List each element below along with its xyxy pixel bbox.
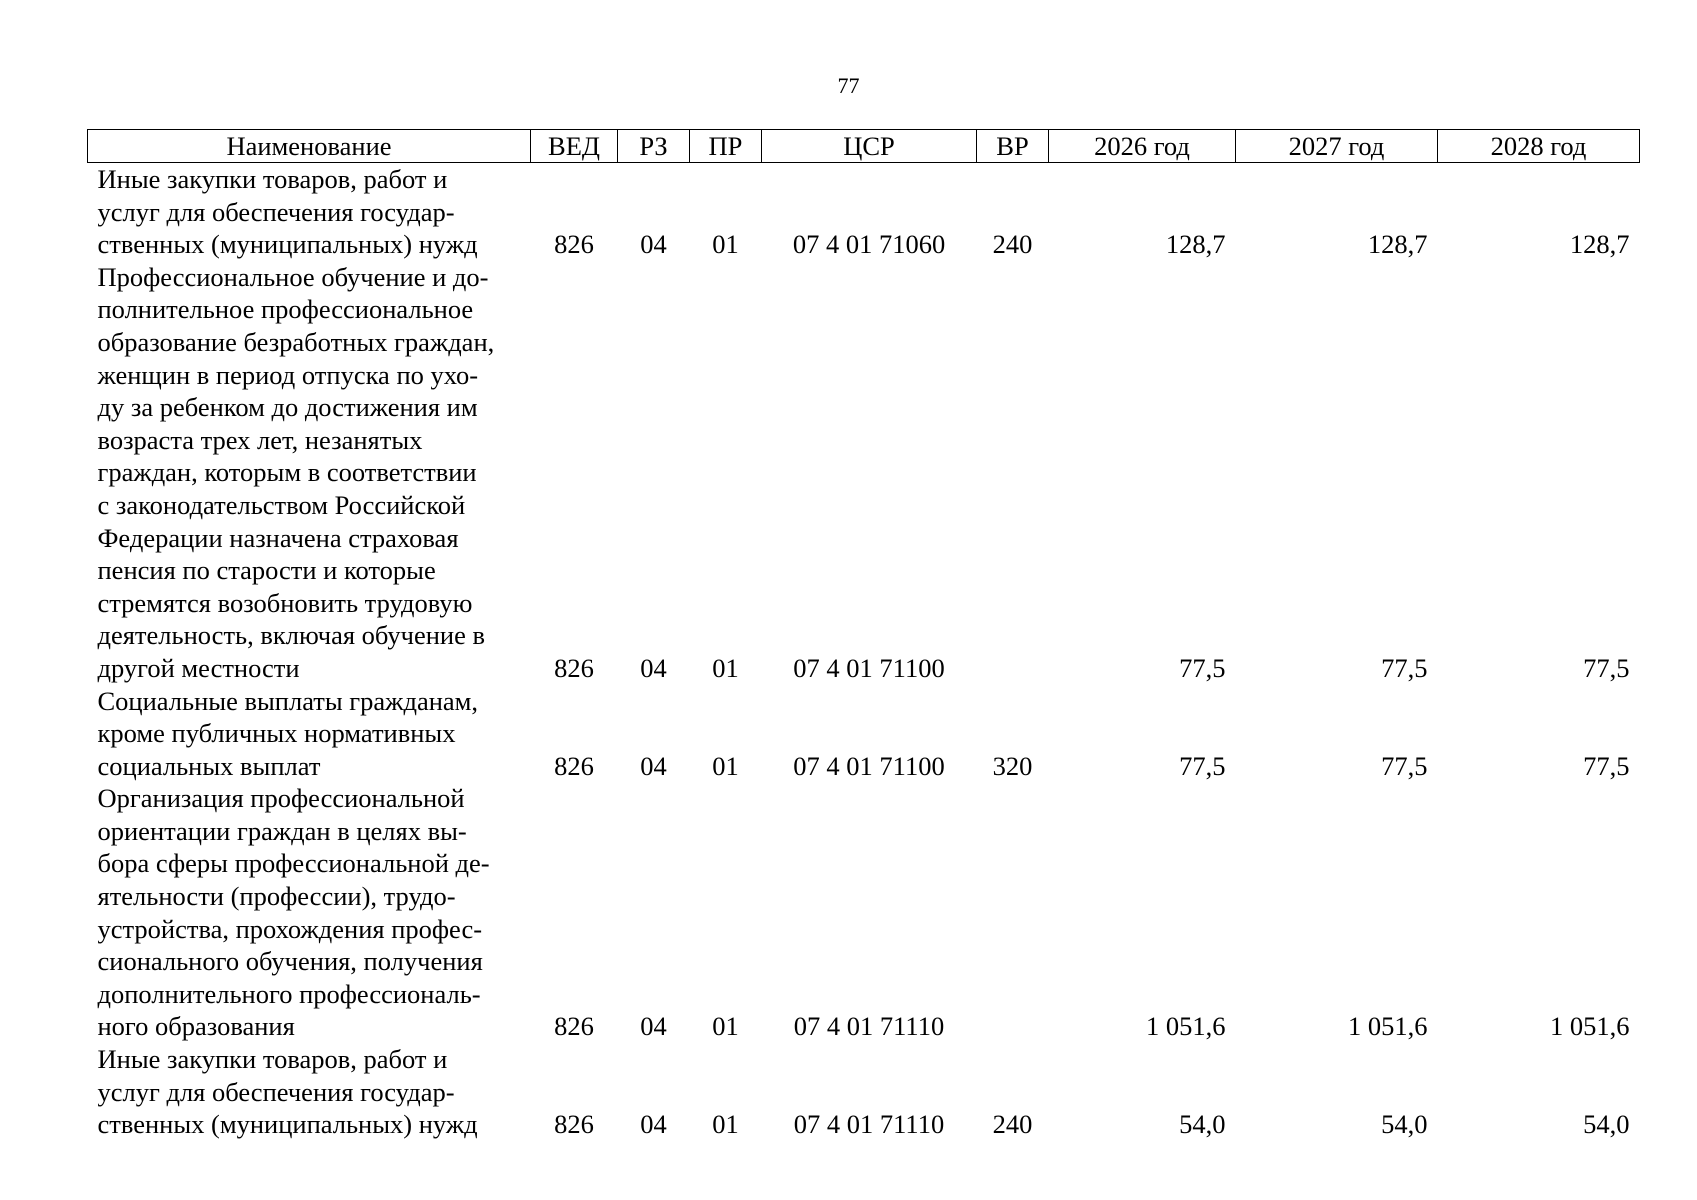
- cell-ved: 826: [554, 750, 594, 781]
- cell-csr: 07 4 01 71060: [792, 229, 946, 260]
- name-line: ду за ребенком до достижения им: [97, 392, 478, 423]
- table-row: [88, 1043, 1640, 1141]
- cell-pr: 01: [712, 1109, 739, 1140]
- name-line: Профессиональное обучение и до-: [97, 261, 489, 292]
- cell-rz: 04: [640, 1109, 667, 1140]
- cell-pr: 01: [712, 229, 739, 260]
- cell-name: [88, 261, 531, 685]
- header-ved: ВЕД: [531, 130, 618, 163]
- table-row: [88, 261, 1640, 685]
- table-row: [88, 782, 1640, 1043]
- header-csr: ЦСР: [762, 130, 977, 163]
- cell-2028: 128,7: [1569, 229, 1630, 260]
- name-line: возраста трех лет, незанятых: [97, 424, 423, 455]
- cell-vr: 240: [992, 1109, 1033, 1140]
- cell-ved: 826: [554, 1011, 594, 1042]
- cell-2026: 77,5: [1179, 750, 1226, 781]
- name-line: Организация профессиональной: [97, 783, 465, 814]
- name-line: ственных (муниципальных) нужд: [97, 229, 478, 260]
- cell-csr: 07 4 01 71110: [793, 1011, 945, 1042]
- header-rz: РЗ: [618, 130, 690, 163]
- table-row: [88, 685, 1640, 783]
- cell-ved: 826: [554, 1109, 594, 1140]
- cell-rz: 04: [640, 1011, 667, 1042]
- cell-2028: 1 051,6: [1550, 1011, 1630, 1042]
- cell-2027: 128,7: [1367, 229, 1428, 260]
- table-header-row: [88, 130, 1640, 163]
- budget-table: [87, 129, 1640, 1141]
- cell-pr: 01: [712, 1011, 739, 1042]
- name-line: Иные закупки товаров, работ и: [97, 164, 448, 194]
- cell-csr: 07 4 01 71100: [793, 750, 945, 781]
- header-name: Наименование: [88, 130, 531, 163]
- cell-rz: 04: [640, 652, 667, 683]
- cell-2027: 1 051,6: [1348, 1011, 1428, 1042]
- cell-csr: 07 4 01 71100: [793, 652, 945, 683]
- cell-2026: 128,7: [1165, 229, 1226, 260]
- table-row: [88, 163, 1640, 261]
- cell-vr: [977, 261, 1049, 685]
- cell-2026: 77,5: [1179, 652, 1226, 683]
- name-line: Федерации назначена страховая: [97, 522, 459, 553]
- name-line: женщин в период отпуска по ухо-: [97, 359, 479, 390]
- name-line: Социальные выплаты гражданам,: [97, 685, 479, 716]
- cell-rz: 04: [640, 750, 667, 781]
- cell-vr: 240: [992, 229, 1033, 260]
- header-vr: ВР: [977, 130, 1049, 163]
- name-line: стремятся возобновить трудовую: [97, 587, 473, 618]
- cell-csr: 07 4 01 71110: [793, 1109, 945, 1140]
- name-line: ственных (муниципальных) нужд: [97, 1109, 478, 1140]
- name-line: полнительное профессиональное: [97, 294, 474, 325]
- cell-name: [88, 685, 531, 783]
- header-2026: 2026 год: [1049, 130, 1236, 163]
- cell-2027: 77,5: [1381, 750, 1428, 781]
- cell-vr: 320: [992, 750, 1033, 781]
- table-body: [88, 163, 1640, 1141]
- name-line: социальных выплат: [97, 750, 321, 781]
- name-line: образование безработных граждан,: [97, 326, 495, 357]
- name-line: сионального обучения, получения: [97, 946, 483, 977]
- cell-2026: 54,0: [1179, 1109, 1226, 1140]
- name-line: ятельности (профессии), трудо-: [97, 881, 456, 912]
- name-line: деятельность, включая обучение в: [97, 620, 485, 651]
- cell-pr: 01: [712, 652, 739, 683]
- cell-2027: 54,0: [1381, 1109, 1428, 1140]
- name-line: устройства, прохождения профес-: [97, 913, 483, 944]
- cell-2028: 77,5: [1583, 652, 1630, 683]
- name-line: услуг для обеспечения государ-: [97, 196, 455, 227]
- name-line: услуг для обеспечения государ-: [97, 1076, 455, 1107]
- cell-vr: [977, 782, 1049, 1043]
- cell-2028: 77,5: [1583, 750, 1630, 781]
- cell-name: [88, 782, 531, 1043]
- cell-name: [88, 1043, 531, 1141]
- name-line: дополнительного профессиональ-: [97, 978, 481, 1009]
- name-line: с законодательством Российской: [97, 489, 466, 520]
- cell-ved: 826: [554, 229, 594, 260]
- name-line: ного образования: [97, 1011, 295, 1042]
- cell-rz: 04: [640, 229, 667, 260]
- header-pr: ПР: [690, 130, 762, 163]
- name-line: другой местности: [97, 652, 300, 683]
- header-2027: 2027 год: [1236, 130, 1438, 163]
- header-2028: 2028 год: [1438, 130, 1640, 163]
- cell-name: [88, 163, 531, 261]
- cell-2028: 54,0: [1583, 1109, 1630, 1140]
- name-line: пенсия по старости и которые: [97, 555, 436, 586]
- cell-ved: 826: [554, 652, 594, 683]
- cell-pr: 01: [712, 750, 739, 781]
- name-line: бора сферы профессиональной де-: [97, 848, 490, 879]
- name-line: кроме публичных нормативных: [97, 718, 456, 749]
- page-number: 77: [837, 73, 860, 98]
- name-line: граждан, которым в соответствии: [97, 457, 477, 488]
- cell-2026: 1 051,6: [1146, 1011, 1226, 1042]
- cell-2027: 77,5: [1381, 652, 1428, 683]
- name-line: Иные закупки товаров, работ и: [97, 1044, 448, 1075]
- name-line: ориентации граждан в целях вы-: [97, 815, 467, 846]
